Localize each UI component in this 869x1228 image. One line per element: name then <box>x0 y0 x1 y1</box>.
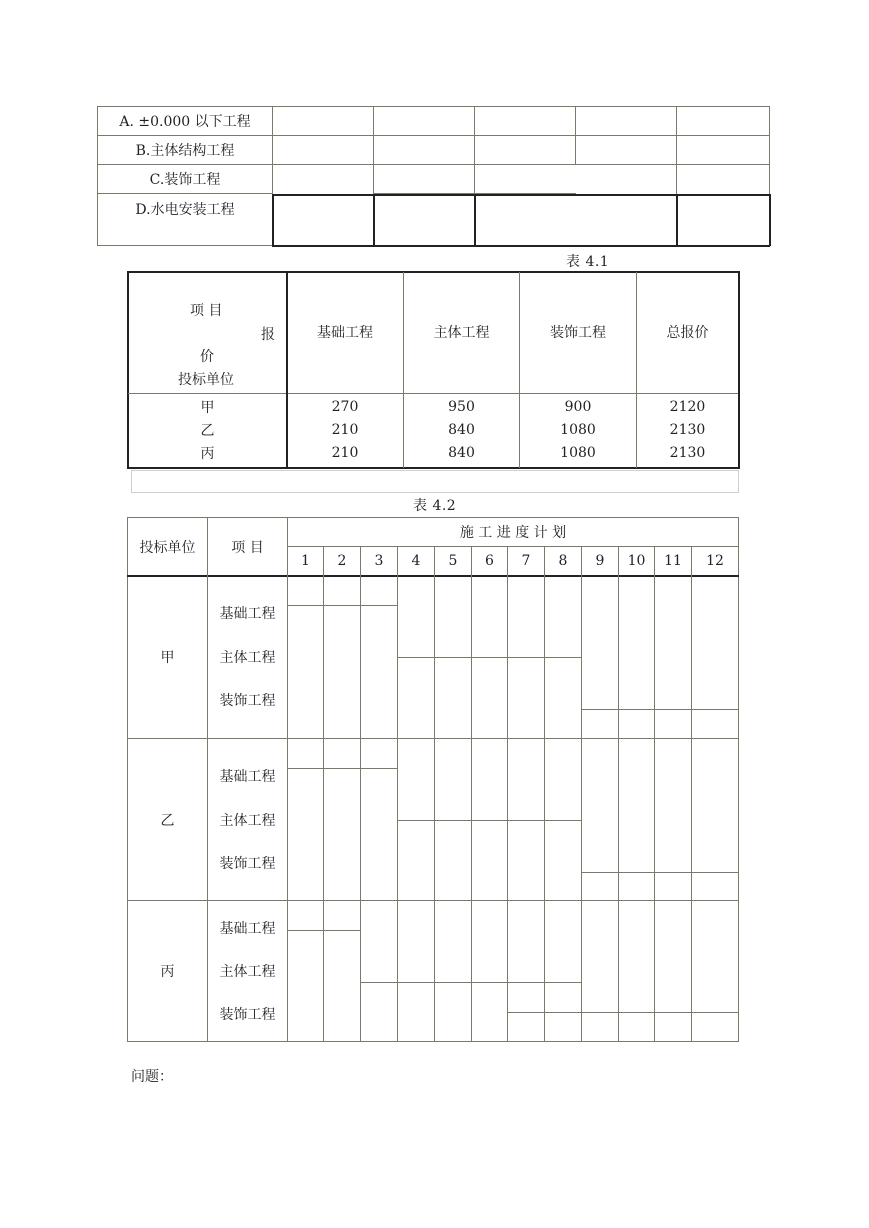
bidder-name: 甲 <box>200 400 215 416</box>
bidder-name: 乙 <box>200 423 215 439</box>
col-header-total: 总报价 <box>666 325 709 341</box>
col-header-main: 主体工程 <box>433 325 490 341</box>
schedule-title: 施 工 进 度 计 划 <box>459 525 567 541</box>
month-label: 2 <box>337 553 347 569</box>
question-label: 问题： <box>131 1069 173 1085</box>
bidder-group-label: 乙 <box>160 813 175 829</box>
main-price: 840 <box>448 445 475 461</box>
total-price: 2130 <box>669 445 706 461</box>
top-row-label: C.装饰工程 <box>149 172 221 188</box>
month-label: 5 <box>448 553 458 569</box>
decoration-price: 1080 <box>560 445 596 461</box>
schedule-item-label: 装饰工程 <box>219 1007 276 1023</box>
header-diag-price-2: 价 <box>200 349 214 365</box>
month-label: 6 <box>485 553 494 569</box>
schedule-item-label: 主体工程 <box>219 813 276 829</box>
month-label: 7 <box>521 553 531 569</box>
total-price: 2120 <box>669 399 706 415</box>
top-row-label: D.水电安装工程 <box>135 202 235 218</box>
month-label: 8 <box>558 553 568 569</box>
schedule-item-label: 装饰工程 <box>219 856 276 872</box>
schedule-item-label: 基础工程 <box>219 921 276 937</box>
schedule-item-label: 基础工程 <box>219 606 276 622</box>
month-label: 9 <box>595 553 605 569</box>
bidder-group-label: 丙 <box>160 964 175 980</box>
decoration-price: 1080 <box>560 422 596 438</box>
header-diag-price: 报 <box>261 327 275 343</box>
header-diag-bidder: 投标单位 <box>178 372 234 388</box>
col-header-decoration: 装饰工程 <box>550 325 606 341</box>
schedule-item-label: 主体工程 <box>219 964 276 980</box>
schedule-item-label: 装饰工程 <box>219 693 276 709</box>
month-label: 3 <box>374 553 384 569</box>
col-header-foundation: 基础工程 <box>317 325 373 341</box>
top-row-label: A. ±0.000 以下工程 <box>119 114 251 130</box>
main-price: 840 <box>448 422 475 438</box>
decoration-price: 900 <box>564 399 592 415</box>
total-price: 2130 <box>669 422 706 438</box>
bidder-name: 丙 <box>200 446 215 462</box>
foundation-price: 210 <box>331 445 359 461</box>
col-header-bidder: 投标单位 <box>139 539 196 556</box>
main-price: 950 <box>448 399 475 415</box>
bidder-group-label: 甲 <box>160 650 175 666</box>
foundation-price: 270 <box>331 399 359 415</box>
col-header-item: 项 目 <box>231 539 264 556</box>
table-4-1-caption: 表 4.1 <box>566 254 610 270</box>
month-label: 11 <box>664 553 682 569</box>
header-diag-item: 项 目 <box>190 303 223 319</box>
table-4-2-caption: 表 4.2 <box>413 498 457 514</box>
month-label: 12 <box>706 553 724 569</box>
schedule-item-label: 主体工程 <box>219 650 276 666</box>
top-row-label: B.主体结构工程 <box>135 143 235 159</box>
month-label: 4 <box>411 553 421 569</box>
month-label: 10 <box>627 553 646 569</box>
schedule-item-label: 基础工程 <box>219 769 276 785</box>
month-label: 1 <box>301 553 310 569</box>
foundation-price: 210 <box>331 422 359 438</box>
